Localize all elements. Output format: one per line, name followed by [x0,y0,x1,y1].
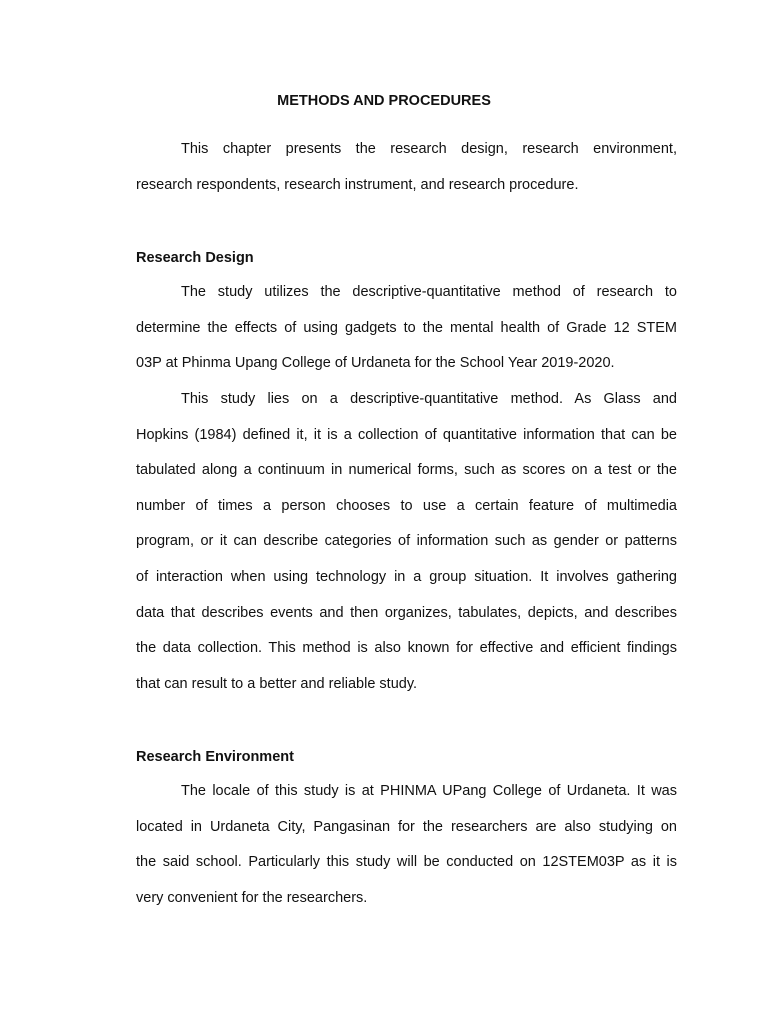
paragraph-line: 03P at Phinma Upang College of Urdaneta for the School Year 2019-2020. [136,355,615,372]
paragraph-line: tabulated along a continuum in numerical forms, such as scores on a test or the [136,462,677,479]
paragraph-line: number of times a person chooses to use a certain feature of multimedia [136,497,677,514]
paragraph-line: research respondents, research instrument, and research procedure. [136,176,579,193]
section-heading-research-design: Research Design [136,250,254,266]
paragraph-line: The locale of this study is at PHINMA UPang College of Urdaneta. It was [181,783,677,799]
paragraph-line: determine the effects of using gadgets to the mental health of Grade 12 STEM [136,319,677,336]
intro-paragraph [136,132,677,203]
research-design-paragraph-1 [136,275,677,382]
paragraph-line: The study utilizes the descriptive-quantitative method of research to [181,284,677,300]
paragraph-line: the data collection. This method is also known for effective and efficient findings [136,640,677,657]
paragraph-line: the said school. Particularly this study will be conducted on 12STEM03P as it is [136,854,677,871]
paragraph-line: of interaction when using technology in a group situation. It involves gathering [136,568,677,585]
research-design-paragraph-2 [136,382,677,702]
paragraph-line: that can result to a better and reliable study. [136,675,418,692]
paragraph-line: data that describes events and then organizes, tabulates, depicts, and describes [136,604,677,621]
paragraph-line: program, or it can describe categories of information such as gender or patterns [136,533,677,550]
paragraph-line: Hopkins (1984) defined it, it is a collection of quantitative information that can be [136,426,677,443]
paragraph-line: This study lies on a descriptive-quantitative method. As Glass and [181,391,677,407]
paragraph-line: This chapter presents the research design, research environment, [181,141,677,157]
section-heading-research-environment: Research Environment [136,749,294,765]
research-environment-paragraph [136,774,677,916]
page-title: METHODS AND PROCEDURES [277,93,491,109]
paragraph-line: located in Urdaneta City, Pangasinan for the researchers are also studying on [136,818,677,835]
paragraph-line: very convenient for the researchers. [136,889,368,906]
